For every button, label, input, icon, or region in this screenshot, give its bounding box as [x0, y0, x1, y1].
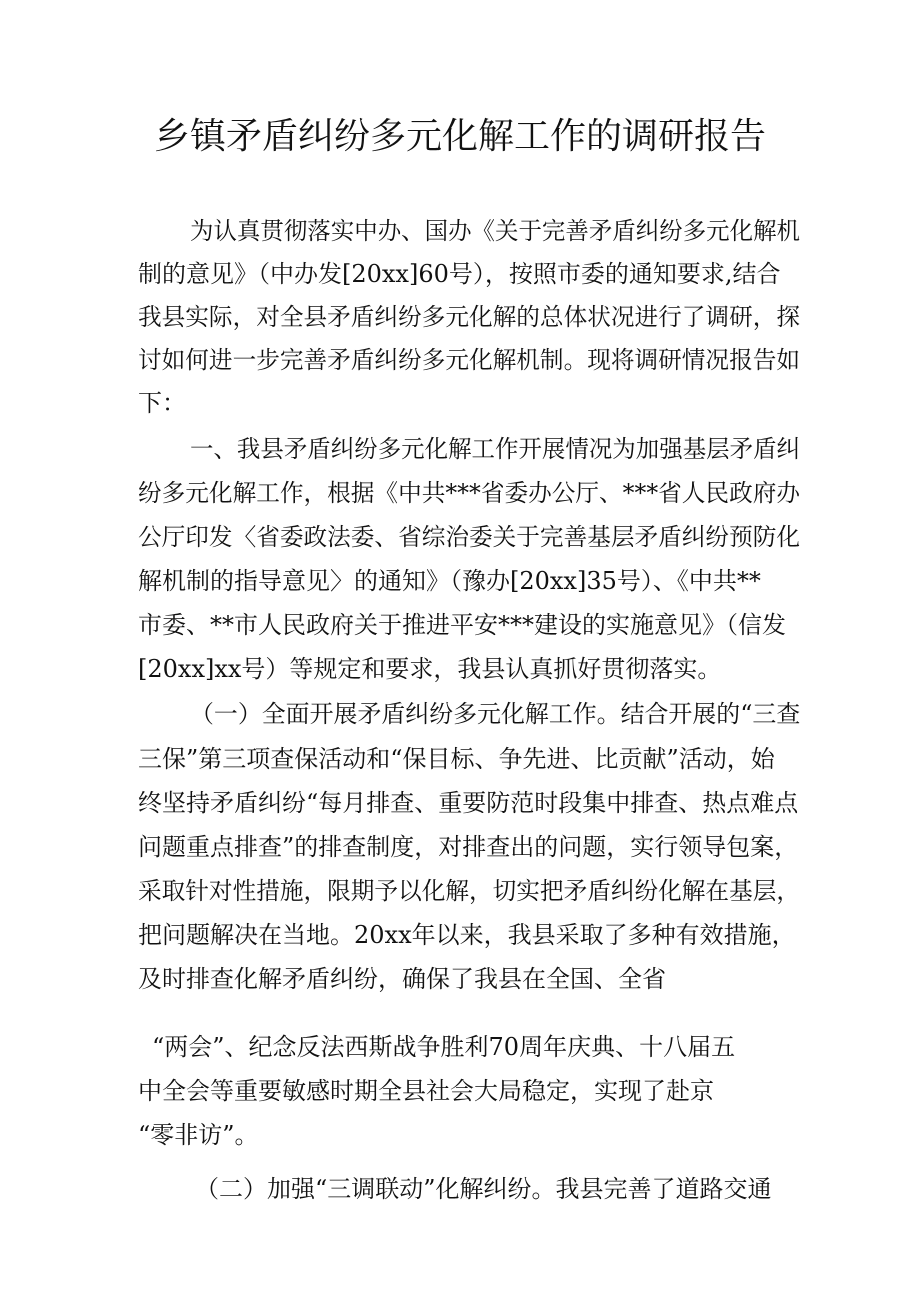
- paragraph-line: 采取针对性措施，限期予以化解，切实把矛盾纠纷化解在基层，: [138, 877, 800, 905]
- paragraph-line: 下：: [138, 389, 186, 417]
- paragraph-line: （一）全面开展矛盾纠纷多元化解工作。结合开展的“三查: [190, 700, 801, 728]
- paragraph-line: 解机制的指导意见〉的通知》（豫办[20xx]35号）、《中共**: [138, 567, 761, 595]
- paragraph-line: 中全会等重要敏感时期全县社会大局稳定，实现了赴京: [138, 1077, 714, 1105]
- paragraph-line: 讨如何进一步完善矛盾纠纷多元化解机制。现将调研情况报告如: [138, 346, 800, 374]
- paragraph-line: 一、我县矛盾纠纷多元化解工作开展情况为加强基层矛盾纠: [190, 435, 800, 463]
- paragraph-line: （二）加强“三调联动”化解纠纷。我县完善了道路交通: [195, 1175, 772, 1203]
- document-title: 乡镇矛盾纠纷多元化解工作的调研报告: [153, 116, 766, 157]
- paragraph-line: 为认真贯彻落实中办、国办《关于完善矛盾纠纷多元化解机: [190, 217, 800, 245]
- paragraph-line: 市委、**市人民政府关于推进平安***建设的实施意见》（信发: [138, 611, 786, 639]
- paragraph-line: 把问题解决在当地。20xx年以来，我县采取了多种有效措施，: [138, 921, 796, 949]
- paragraph-line: 我县实际，对全县矛盾纠纷多元化解的总体状况进行了调研，探: [138, 303, 800, 331]
- paragraph-line: “零非访”。: [138, 1121, 259, 1149]
- paragraph-line: 纷多元化解工作，根据《中共***省委办公厅、***省人民政府办: [138, 479, 800, 507]
- paragraph-line: 终坚持矛盾纠纷“每月排查、重要防范时段集中排查、热点难点: [138, 789, 799, 817]
- paragraph-line: 公厅印发〈省委政法委、省综治委关于完善基层矛盾纠纷预防化: [138, 523, 800, 551]
- paragraph-line: 三保”第三项查保活动和“保目标、争先进、比贡献”活动，始: [138, 745, 775, 773]
- paragraph-line: “两会”、纪念反法西斯战争胜利70周年庆典、十八届五: [152, 1033, 736, 1061]
- paragraph-line: 问题重点排查”的排查制度，对排查出的问题，实行领导包案，: [138, 833, 799, 861]
- paragraph-line: [20xx]xx号）等规定和要求，我县认真抓好贯彻落实。: [138, 655, 722, 683]
- paragraph-line: 制的意见》（中办发[20xx]60号），按照市委的通知要求,结合: [138, 260, 781, 288]
- paragraph-line: 及时排查化解矛盾纠纷，确保了我县在全国、全省: [138, 965, 666, 993]
